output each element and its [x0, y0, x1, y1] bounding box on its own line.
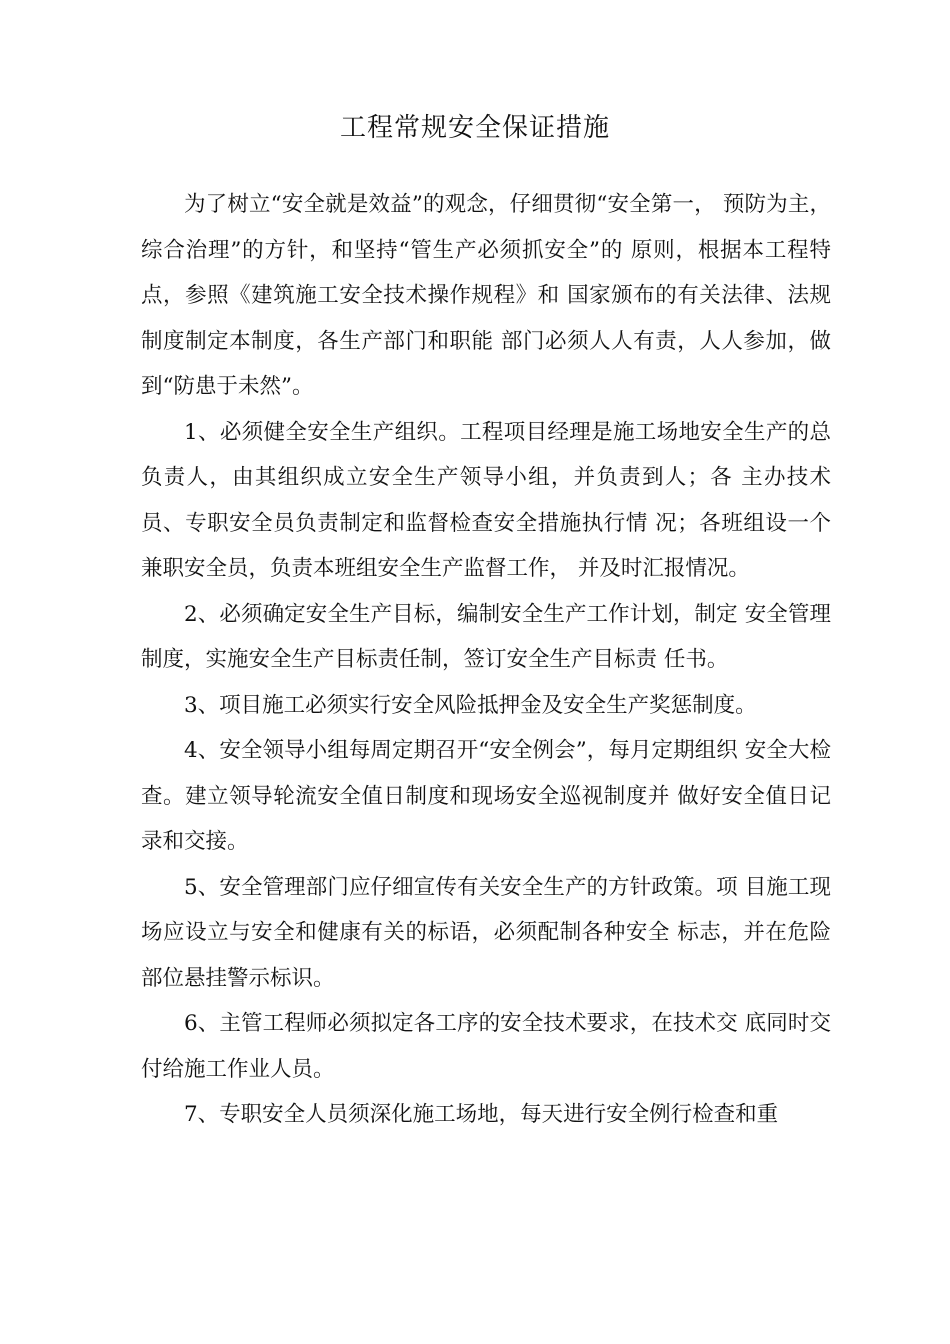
- paragraph-intro: 为了树立“安全就是效益”的观念，仔细贯彻“安全第一， 预防为主，综合治理”的方针，和坚持“管生产必须抓安全”的 原则，根据本工程特点，参照《建筑施工安全技术操作规程》和 国家颁布的有关法律、法规制度制定本制度，各生产部门和职能 部门必须人人有责，人人参加，做到“防患于未然”。: [141, 192, 831, 399]
- document-title: 工程常规安全保证措施: [339, 113, 610, 143]
- paragraph-item-1: 1、必须健全安全生产组织。工程项目经理是施工场地安全生产的总负责人，由其组织成立安全生产领导小组，并负责到人；各 主办技术员、专职安全员负责制定和监督检查安全措施执行情 况；各班组设一个兼职安全员，负责本班组安全生产监督工作， 并及时汇报情况。: [141, 419, 831, 581]
- paragraph-item-2: 2、必须确定安全生产目标，编制安全生产工作计划，制定 安全管理制度，实施安全生产目标责任制，签订安全生产目标责 任书。: [141, 601, 831, 672]
- paragraph-item-6: 6、主管工程师必须拟定各工序的安全技术要求，在技术交 底同时交付给施工作业人员。: [141, 1011, 831, 1082]
- paragraph-item-4: 4、安全领导小组每周定期召开“安全例会”，每月定期组织 安全大检查。建立领导轮流安全值日制度和现场安全巡视制度并 做好安全值日记录和交接。: [141, 738, 831, 854]
- paragraph-item-3: 3、项目施工必须实行安全风险抵押金及安全生产奖惩制度。: [184, 692, 757, 718]
- paragraph-item-5: 5、安全管理部门应仔细宣传有关安全生产的方针政策。项 目施工现场应设立与安全和健康有关的标语，必须配制各种安全 标志，并在危险部位悬挂警示标识。: [141, 874, 831, 991]
- paragraph-item-7: 7、专职安全人员须深化施工场地，每天进行安全例行检查和重: [184, 1102, 779, 1127]
- document-body: [141, 182, 831, 1138]
